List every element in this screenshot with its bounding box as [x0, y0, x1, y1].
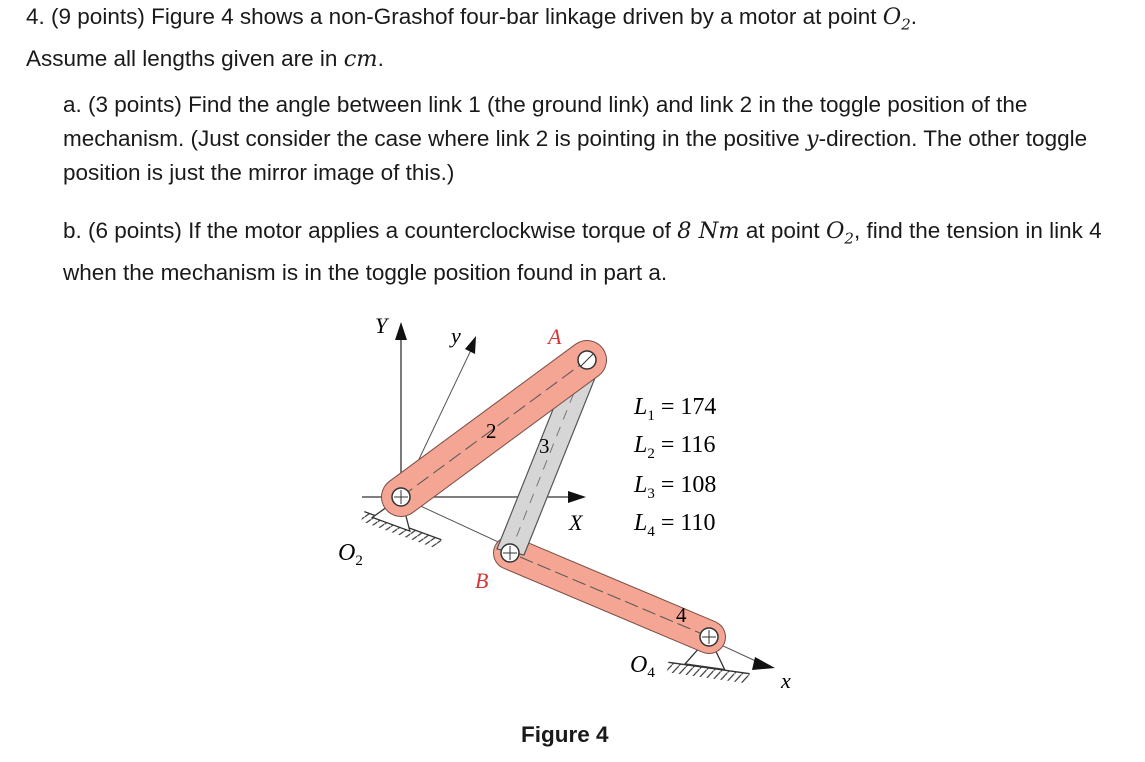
unit-cm: cm [343, 45, 378, 72]
problem-units: Assume all lengths given are in [26, 45, 338, 71]
label-X: X [569, 510, 583, 535]
problem-number: 4. [26, 4, 45, 29]
length-l3: $L_3 = 108$ [634, 472, 717, 502]
part-b-text: If the motor applies a counterclockwise torque of [188, 218, 671, 243]
figure-caption: Figure 4 [521, 722, 609, 747]
part-b-text-2: , find the tension in link 4 when the mechanism is in the toggle position found in part a. [63, 218, 1102, 285]
torque-value: 8 Nm [677, 218, 740, 244]
pin-o2 [392, 488, 410, 506]
label-link-3: 3 [539, 434, 550, 458]
part-a-label: a. (3 points) [63, 92, 182, 117]
label-A: A [548, 324, 562, 349]
part-b: b. (6 points) If the motor applies a counterclockwise torque of 8 Nm at point $O_2$, find the tension in link 4 when the mechanism is in the toggle position found in part a. [63, 218, 1102, 285]
part-a-text: Find the angle between link 1 (the ground link) and link 2 in the toggle position of the mechanism. (Just consider the case where link 2 is pointing in the positive [63, 92, 1028, 151]
pin-o4 [700, 628, 718, 646]
label-Y: Y [375, 313, 388, 338]
point-o2-b: $O_2$ [825, 218, 854, 248]
length-l2: $L_2 = 116$ [634, 432, 716, 462]
label-o2: $O_2$ [338, 540, 363, 569]
pin-a [578, 351, 596, 369]
label-x: x [781, 668, 791, 693]
problem-intro: Figure 4 shows a non-Grashof four-bar linkage driven by a motor at point [151, 4, 877, 29]
part-b-label: b. (6 points) [63, 218, 182, 243]
label-link-2: 2 [486, 419, 497, 443]
part-a-text-2: -direction. The other toggle position is just the mirror image of this.) [63, 126, 1088, 185]
problem-statement: 4. (9 points) Figure 4 shows a non-Grashof four-bar linkage driven by a motor at point $O_2$. Assume all lengths given are in cm. [26, 4, 917, 72]
problem-points: (9 points) [51, 4, 145, 29]
length-l4: $L_4 = 110$ [634, 510, 716, 540]
label-link-4: 4 [676, 603, 687, 627]
var-y: y [805, 126, 819, 152]
length-l1: $L_1 = 174$ [634, 394, 717, 424]
pin-b [501, 544, 519, 562]
label-o4: $O_4$ [630, 652, 655, 681]
label-B: B [475, 568, 489, 593]
link-lengths [633, 394, 716, 540]
point-o2: $O_2$ [882, 4, 911, 34]
label-y: y [451, 323, 461, 348]
